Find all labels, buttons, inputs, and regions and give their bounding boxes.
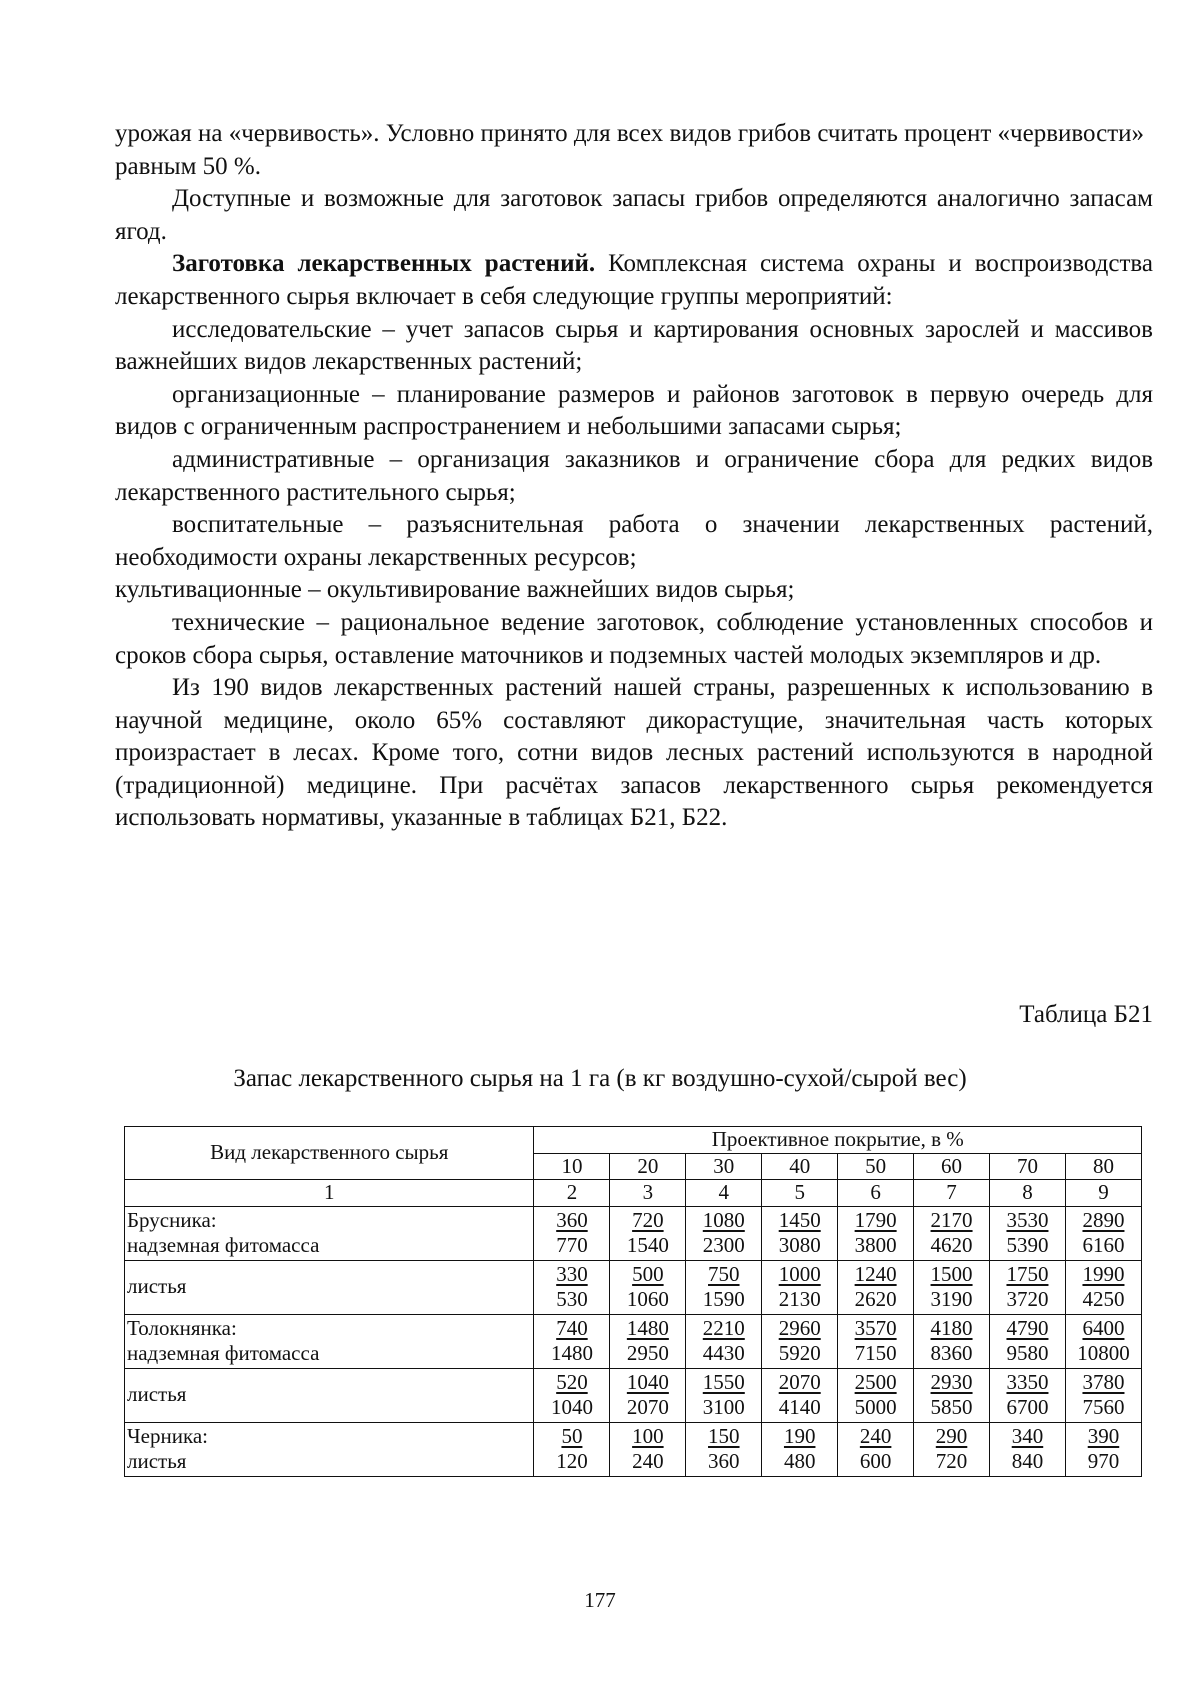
table-row — [125, 1260, 1142, 1314]
air-dry-weight-value: 100 — [632, 1423, 664, 1448]
air-dry-weight-value: 3780 — [1082, 1369, 1125, 1394]
air-dry-weight-value: 1000 — [778, 1261, 821, 1286]
value-cell — [1065, 1206, 1141, 1260]
fresh-weight-value: 2620 — [854, 1287, 897, 1311]
value-cell — [686, 1206, 762, 1260]
air-dry-weight-value: 2500 — [854, 1369, 897, 1394]
air-dry-weight-value: 6400 — [1082, 1315, 1125, 1340]
fresh-weight-value: 2950 — [626, 1341, 669, 1365]
column-number-cell: 3 — [610, 1180, 686, 1207]
column-number-cell: 1 — [125, 1180, 534, 1207]
air-dry-weight-value: 520 — [556, 1369, 588, 1394]
section-heading: Заготовка лекарственных растений. — [172, 250, 596, 278]
air-dry-weight-value: 390 — [1087, 1423, 1120, 1448]
value-cell — [534, 1206, 610, 1260]
air-dry-weight-value: 1990 — [1082, 1261, 1125, 1286]
fresh-weight-value: 4140 — [778, 1395, 821, 1419]
air-dry-weight-value: 740 — [556, 1315, 588, 1340]
value-cell — [686, 1314, 762, 1368]
fresh-weight-value: 5850 — [930, 1395, 973, 1419]
row-name-line-1: Черника: — [127, 1423, 208, 1448]
air-dry-weight-value: 1500 — [930, 1261, 973, 1286]
fresh-weight-value: 7150 — [854, 1341, 897, 1365]
fresh-weight-value: 5390 — [1006, 1233, 1049, 1257]
air-dry-weight-value: 1080 — [702, 1207, 745, 1232]
air-dry-weight-value: 1790 — [854, 1207, 897, 1232]
value-cell — [762, 1314, 838, 1368]
fresh-weight-value: 7560 — [1082, 1395, 1125, 1419]
row-name-cell — [125, 1368, 534, 1422]
value-cell — [1065, 1260, 1141, 1314]
paragraph-6: административные – организация заказников и ограничение сбора для редких видов лекарственного растительного сырья; — [115, 445, 1153, 506]
fresh-weight-value: 9580 — [1006, 1341, 1049, 1365]
air-dry-weight-value: 4180 — [930, 1315, 973, 1340]
table-row — [125, 1422, 1142, 1476]
air-dry-weight-value: 340 — [1011, 1423, 1044, 1448]
fresh-weight-value: 2300 — [702, 1233, 745, 1257]
row-name-line-1: листья — [127, 1274, 187, 1299]
air-dry-weight-value: 150 — [708, 1423, 740, 1448]
air-dry-weight-value: 360 — [556, 1207, 588, 1232]
value-cell — [990, 1314, 1066, 1368]
row-name-line-1: Брусника: — [127, 1207, 217, 1232]
air-dry-weight-value: 240 — [859, 1423, 892, 1448]
fresh-weight-value: 1590 — [702, 1287, 745, 1311]
value-cell — [990, 1422, 1066, 1476]
fresh-weight-value: 10800 — [1077, 1341, 1130, 1365]
air-dry-weight-value: 750 — [708, 1261, 740, 1286]
paragraph-7: воспитательные – разъяснительная работа о значении лекарственных растений, необходимости охраны лекарственных ресурсов; — [115, 511, 1153, 571]
value-cell — [990, 1368, 1066, 1422]
air-dry-weight-value: 1040 — [626, 1369, 669, 1394]
fresh-weight-value: 6160 — [1082, 1233, 1125, 1257]
value-cell — [686, 1368, 762, 1422]
air-dry-weight-value: 2170 — [930, 1207, 973, 1232]
air-dry-weight-value: 1480 — [626, 1315, 669, 1340]
value-cell — [762, 1368, 838, 1422]
row-name-line-2: надземная фитомасса — [127, 1341, 320, 1365]
fresh-weight-value: 480 — [783, 1449, 816, 1473]
fresh-weight-value: 3190 — [930, 1287, 973, 1311]
value-cell — [762, 1206, 838, 1260]
cover-value-cell: 10 — [534, 1153, 610, 1180]
paragraph-5: организационные – планирование размеров и районов заготовок в первую очередь для видов с ограниченным распространением и небольшими запасами сырья; — [115, 380, 1153, 441]
value-cell — [610, 1368, 686, 1422]
value-cell — [762, 1422, 838, 1476]
header-kind: Вид лекарственного сырья — [125, 1127, 534, 1180]
header-row-1 — [125, 1127, 1142, 1154]
air-dry-weight-value: 190 — [783, 1423, 816, 1448]
air-dry-weight-value: 1450 — [778, 1207, 821, 1232]
fresh-weight-value: 240 — [632, 1449, 664, 1473]
value-cell — [534, 1368, 610, 1422]
row-name-cell — [125, 1206, 534, 1260]
fresh-weight-value: 120 — [556, 1449, 588, 1473]
fresh-weight-value: 1540 — [626, 1233, 669, 1257]
table-title: Запас лекарственного сырья на 1 га (в кг воздушно-сухой/сырой вес) — [233, 1065, 967, 1092]
value-cell — [838, 1368, 914, 1422]
fresh-weight-value: 360 — [708, 1449, 740, 1473]
fresh-weight-value: 600 — [859, 1449, 892, 1473]
fresh-weight-value: 530 — [556, 1287, 588, 1311]
fresh-weight-value: 770 — [556, 1233, 588, 1257]
cover-value-cell: 80 — [1065, 1153, 1141, 1180]
fresh-weight-value: 8360 — [930, 1341, 973, 1365]
air-dry-weight-value: 2890 — [1082, 1207, 1125, 1232]
body-text — [115, 118, 1153, 835]
fresh-weight-value: 3100 — [702, 1395, 745, 1419]
air-dry-weight-value: 2960 — [778, 1315, 821, 1340]
value-cell — [1065, 1368, 1141, 1422]
value-cell — [610, 1314, 686, 1368]
value-cell — [534, 1422, 610, 1476]
fresh-weight-value: 1040 — [550, 1395, 593, 1419]
table-row — [125, 1368, 1142, 1422]
paragraph-1: урожая на «червивость». Условно принято для всех видов грибов считать процент «червивости» равным 50 %. — [115, 120, 1145, 180]
value-cell — [914, 1260, 990, 1314]
air-dry-weight-value: 2210 — [702, 1315, 745, 1340]
air-dry-weight-value: 4790 — [1006, 1315, 1049, 1340]
row-name-line-2: листья — [127, 1449, 187, 1473]
column-number-cell: 5 — [762, 1180, 838, 1207]
air-dry-weight-value: 720 — [632, 1207, 664, 1232]
cover-value-cell: 30 — [686, 1153, 762, 1180]
value-cell — [762, 1260, 838, 1314]
air-dry-weight-value: 290 — [935, 1423, 968, 1448]
air-dry-weight-value: 1550 — [702, 1369, 745, 1394]
fresh-weight-value: 6700 — [1006, 1395, 1049, 1419]
paragraph-9: технические – рациональное ведение заготовок, соблюдение установленных способов и сроков сбора сырья, оставление маточников и подземных частей молодых экземпляров и др. — [115, 608, 1153, 669]
column-number-cell: 8 — [990, 1180, 1066, 1207]
value-cell — [838, 1206, 914, 1260]
value-cell — [610, 1422, 686, 1476]
air-dry-weight-value: 330 — [556, 1261, 588, 1286]
fresh-weight-value: 4620 — [930, 1233, 973, 1257]
row-name-cell — [125, 1260, 534, 1314]
column-number-cell: 4 — [686, 1180, 762, 1207]
value-cell — [686, 1422, 762, 1476]
air-dry-weight-value: 50 — [561, 1423, 583, 1448]
value-cell — [534, 1260, 610, 1314]
fresh-weight-value: 3800 — [854, 1233, 897, 1257]
value-cell — [534, 1314, 610, 1368]
fresh-weight-value: 2130 — [778, 1287, 821, 1311]
fresh-weight-value: 4250 — [1082, 1287, 1125, 1311]
table-row — [125, 1206, 1142, 1260]
value-cell — [990, 1206, 1066, 1260]
cover-value-cell: 40 — [762, 1153, 838, 1180]
fresh-weight-value: 2070 — [626, 1395, 669, 1419]
air-dry-weight-value: 1750 — [1006, 1261, 1049, 1286]
air-dry-weight-value: 3570 — [854, 1315, 897, 1340]
value-cell — [1065, 1314, 1141, 1368]
value-cell — [838, 1314, 914, 1368]
column-number-cell: 9 — [1065, 1180, 1141, 1207]
data-table — [124, 1126, 1142, 1477]
row-name-cell — [125, 1422, 534, 1476]
fresh-weight-value: 5000 — [854, 1395, 897, 1419]
value-cell — [914, 1206, 990, 1260]
row-name-line-1: Толокнянка: — [127, 1315, 237, 1340]
table-label: Таблица Б21 — [1019, 1001, 1153, 1028]
column-number-cell: 6 — [838, 1180, 914, 1207]
fresh-weight-value: 3720 — [1006, 1287, 1049, 1311]
paragraph-10: Из 190 видов лекарственных растений нашей страны, разрешенных к использованию в научной медицине, около 65% составляют дикорастущие, значительная часть которых произрастает в лесах. Кроме того, сотни видов лесных растений используются в народной (традиционной) медицине. При расчётах запасов лекарственного сырья рекомендуется использовать нормативы, указанные в таблицах Б21, Б22. — [115, 674, 1153, 832]
header-cover: Проективное покрытие, в % — [534, 1127, 1142, 1154]
cover-value-cell: 60 — [914, 1153, 990, 1180]
column-number-cell: 2 — [534, 1180, 610, 1207]
paragraph-3-text: Комплексная система охраны и воспроизводства лекарственного сырья включает в себя следующие группы мероприятий: — [115, 250, 1153, 310]
air-dry-weight-value: 500 — [632, 1261, 664, 1286]
air-dry-weight-value: 1240 — [854, 1261, 897, 1286]
row-name-cell — [125, 1314, 534, 1368]
fresh-weight-value: 4430 — [702, 1341, 745, 1365]
paragraph-2: Доступные и возможные для заготовок запасы грибов определяются аналогично запасам ягод. — [115, 185, 1153, 245]
cover-value-cell: 70 — [990, 1153, 1066, 1180]
fresh-weight-value: 1060 — [626, 1287, 669, 1311]
fresh-weight-value: 720 — [935, 1449, 968, 1473]
paragraph-8: культивационные – окультивирование важнейших видов сырья; — [115, 576, 795, 604]
value-cell — [1065, 1422, 1141, 1476]
value-cell — [610, 1260, 686, 1314]
value-cell — [838, 1260, 914, 1314]
value-cell — [610, 1206, 686, 1260]
air-dry-weight-value: 2930 — [930, 1369, 973, 1394]
page-number: 177 — [584, 1588, 616, 1612]
cover-value-cell: 20 — [610, 1153, 686, 1180]
value-cell — [914, 1314, 990, 1368]
paragraph-3 — [115, 248, 1153, 313]
paragraph-4: исследовательские – учет запасов сырья и картирования основных зарослей и массивов важнейших видов лекарственных растений; — [115, 315, 1153, 376]
row-name-line-1: листья — [127, 1382, 187, 1407]
fresh-weight-value: 1480 — [550, 1341, 593, 1365]
air-dry-weight-value: 3350 — [1006, 1369, 1049, 1394]
column-number-cell: 7 — [914, 1180, 990, 1207]
value-cell — [838, 1422, 914, 1476]
fresh-weight-value: 970 — [1087, 1449, 1120, 1473]
value-cell — [914, 1368, 990, 1422]
cover-value-cell: 50 — [838, 1153, 914, 1180]
fresh-weight-value: 5920 — [778, 1341, 821, 1365]
fresh-weight-value: 3080 — [778, 1233, 821, 1257]
header-row-column-numbers — [125, 1180, 1142, 1207]
row-name-line-2: надземная фитомасса — [127, 1233, 320, 1257]
fresh-weight-value: 840 — [1011, 1449, 1044, 1473]
value-cell — [914, 1422, 990, 1476]
table-row — [125, 1314, 1142, 1368]
air-dry-weight-value: 3530 — [1006, 1207, 1049, 1232]
air-dry-weight-value: 2070 — [778, 1369, 821, 1394]
value-cell — [990, 1260, 1066, 1314]
value-cell — [686, 1260, 762, 1314]
